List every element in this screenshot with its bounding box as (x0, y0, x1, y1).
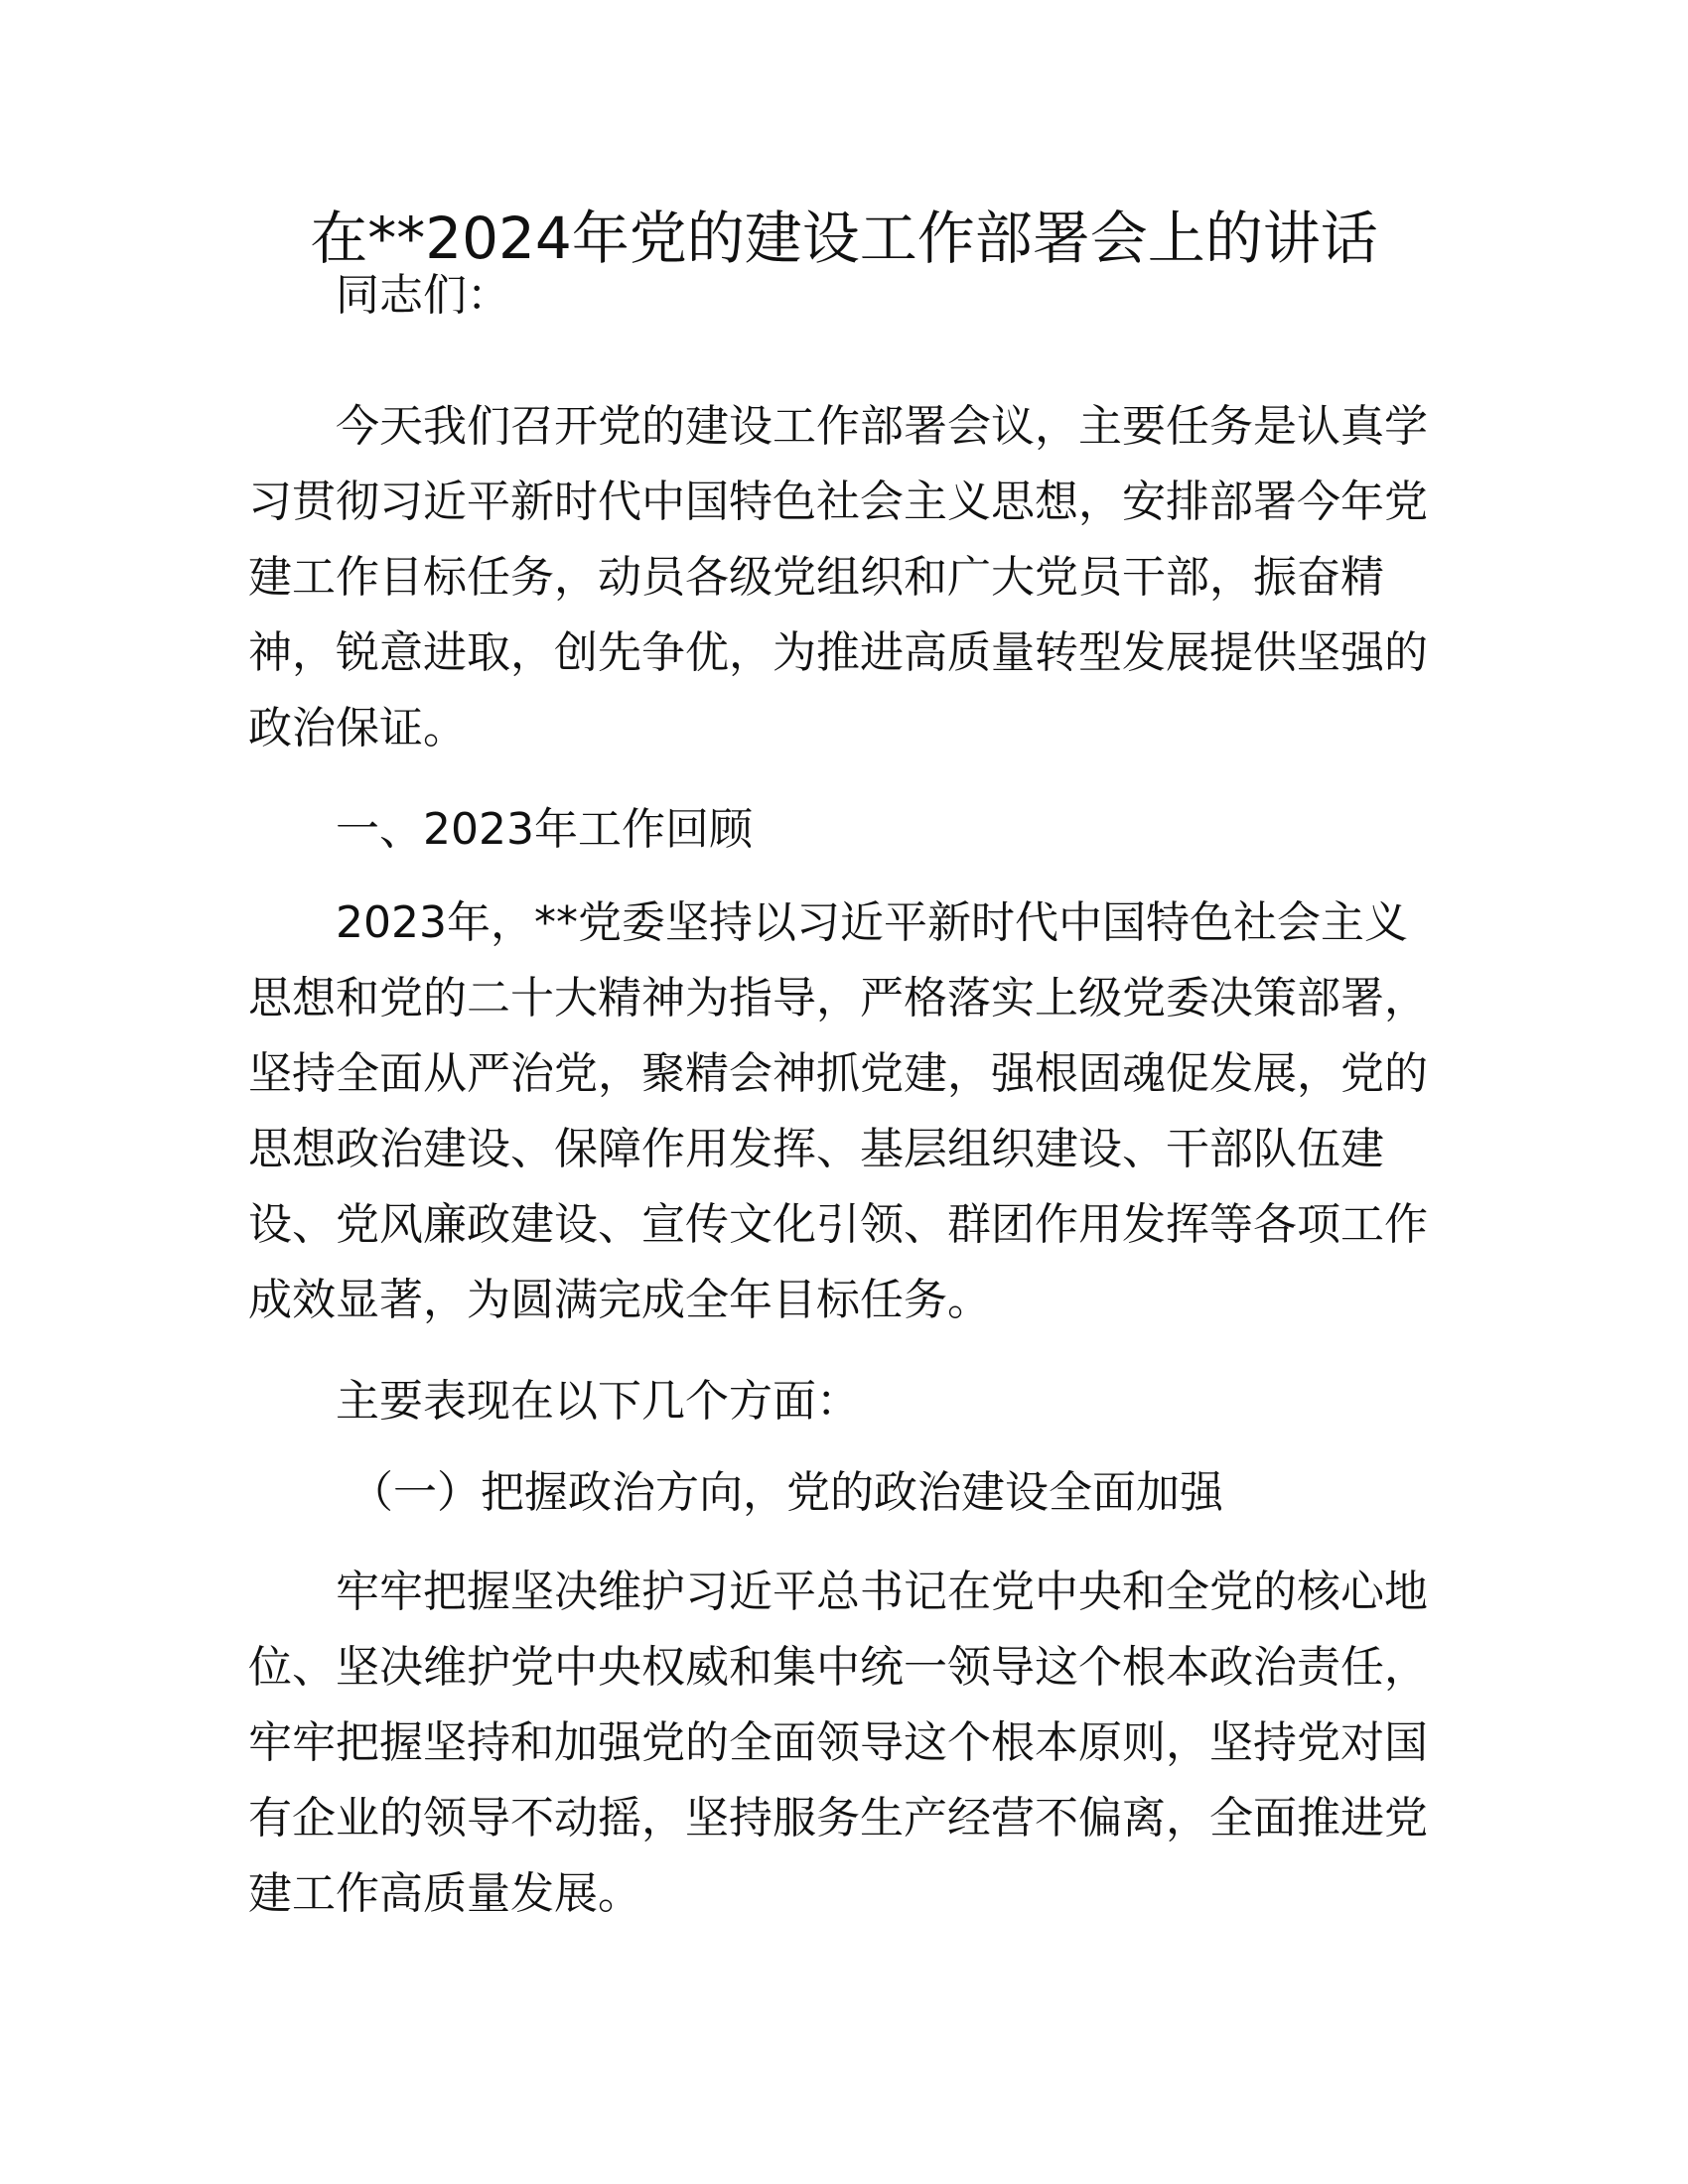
document-title: 在**2024年党的建设工作部署会上的讲话 (310, 205, 1378, 272)
intro-line: 建工作目标任务，动员各级党组织和广大党员干部，振奋精 (248, 552, 1384, 603)
subsection-line: 建工作高质量发展。 (248, 1868, 641, 1919)
section-heading: 一、2023年工作回顾 (336, 804, 753, 855)
intro-line: 今天我们召开党的建设工作部署会议，主要任务是认真学 (336, 401, 1428, 452)
review-line: 2023年，**党委坚持以习近平新时代中国特色社会主义 (336, 897, 1408, 948)
intro-line: 政治保证。 (248, 703, 467, 753)
review-line: 思想政治建设、保障作用发挥、基层组织建设、干部队伍建 (248, 1124, 1384, 1174)
salutation: 同志们： (336, 270, 510, 321)
intro-line: 神，锐意进取，创先争优，为推进高质量转型发展提供坚强的 (248, 627, 1428, 678)
subsection-heading: （一）把握政治方向，党的政治建设全面加强 (350, 1467, 1223, 1518)
intro-line: 习贯彻习近平新时代中国特色社会主义思想，安排部署今年党 (248, 477, 1428, 527)
aspects-intro: 主要表现在以下几个方面： (336, 1376, 860, 1427)
review-line: 思想和党的二十大精神为指导，严格落实上级党委决策部署， (248, 973, 1428, 1024)
subsection-line: 位、坚决维护党中央权威和集中统一领导这个根本政治责任， (248, 1642, 1428, 1693)
subsection-line: 牢牢把握坚持和加强党的全面领导这个根本原则，坚持党对国 (248, 1717, 1428, 1768)
review-line: 成效显著，为圆满完成全年目标任务。 (248, 1275, 991, 1325)
review-line: 坚持全面从严治党，聚精会神抓党建，强根固魂促发展，党的 (248, 1048, 1428, 1099)
subsection-line: 牢牢把握坚决维护习近平总书记在党中央和全党的核心地 (336, 1567, 1428, 1617)
review-line: 设、党风廉政建设、宣传文化引领、群团作用发挥等各项工作 (248, 1199, 1428, 1250)
subsection-line: 有企业的领导不动摇，坚持服务生产经营不偏离，全面推进党 (248, 1793, 1428, 1843)
